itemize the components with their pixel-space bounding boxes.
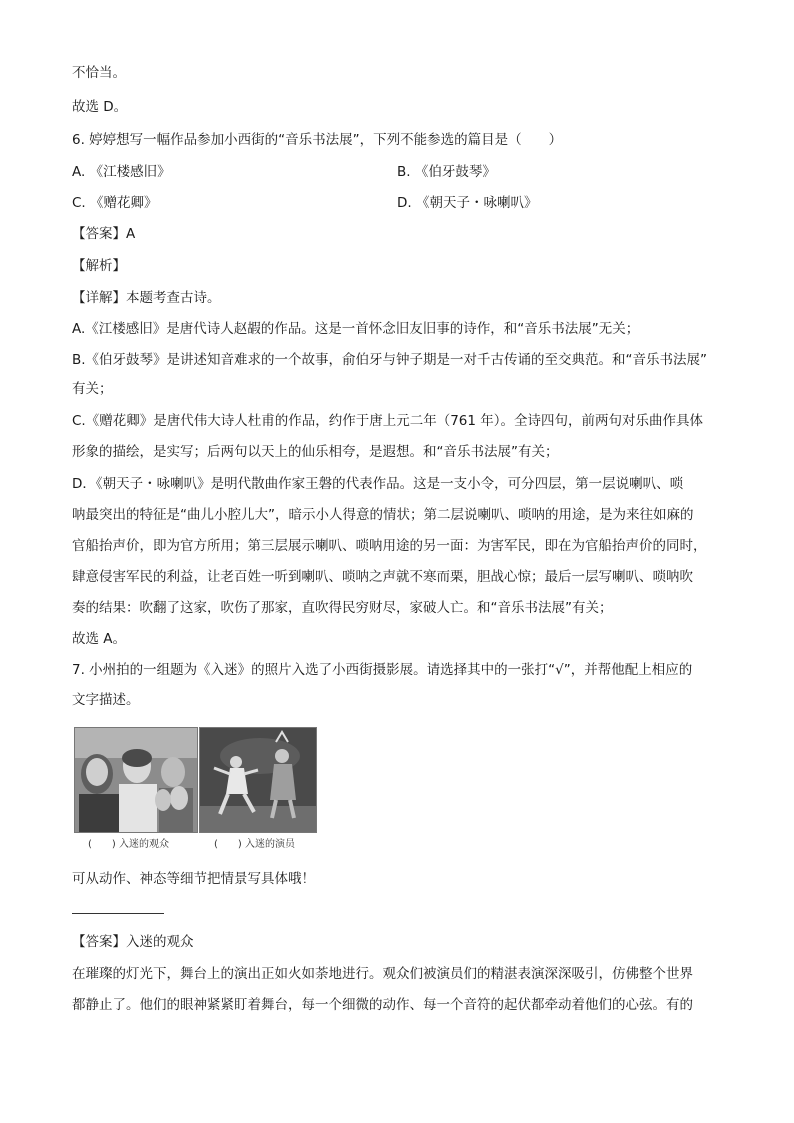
answer-2-line (72, 932, 194, 952)
option-a: A. 《江楼感旧》 (72, 164, 171, 180)
explain-d-3: 官船抬声价，即为官方所用；第三层展示喇叭、唢呐用途的另一面：为害军民，即在为官船抬声价的同时， (72, 538, 707, 554)
caption-performer: ( ) 入迷的演员 (214, 839, 295, 850)
answer-2-value: 入迷的观众 (126, 934, 194, 950)
answer-blank-line (72, 913, 164, 914)
explain-c-1: C.《赠花卿》是唐代伟大诗人杜甫的作品，约作于唐上元二年（761 年）。全诗四句，前两句对乐曲作具体 (72, 413, 704, 429)
detail-line (72, 288, 221, 308)
answer-paragraph-2: 都静止了。他们的眼神紧紧盯着舞台，每一个细微的动作、每一个音符的起伏都牵动着他们的心弦。有的 (72, 997, 693, 1013)
explain-a: A.《江楼感旧》是唐代诗人赵嘏的作品。这是一首怀念旧友旧事的诗作，和“音乐书法展”无关； (72, 321, 640, 337)
answer-2-label: 【答案】 (72, 934, 126, 950)
answer-label: 【答案】 (72, 226, 126, 242)
explain-d-4: 肆意侵害军民的利益，让老百姓一听到喇叭、唢呐之声就不寒而栗，胆战心惊；最后一层写喇叭、唢呐吹 (72, 569, 693, 585)
photo-captions (74, 835, 316, 853)
performer-photo (199, 727, 317, 833)
detail-text: 本题考查古诗。 (126, 290, 221, 306)
analysis-label: 【解析】 (72, 258, 126, 274)
question-7-line-1: 7. 小州拍的一组题为《入迷》的照片入选了小西街摄影展。请选择其中的一张打“√”，并帮他配上相应的 (72, 662, 693, 678)
hint-text: 可从动作、神态等细节把情景写具体哦！ (72, 871, 315, 887)
text-line: 不恰当。 (72, 65, 126, 81)
answer-value: A (126, 226, 136, 242)
option-c: C. 《赠花卿》 (72, 195, 158, 211)
caption-audience: ( ) 入迷的观众 (88, 839, 169, 850)
text-line: 故选 D。 (72, 99, 128, 115)
option-d: D. 《朝天子・咏喇叭》 (397, 195, 538, 211)
detail-label: 【详解】 (72, 290, 126, 306)
answer-paragraph-1: 在璀璨的灯光下，舞台上的演出正如火如荼地进行。观众们被演员们的精湛表演深深吸引，仿佛整个世界 (72, 966, 693, 982)
photo-group (74, 727, 316, 855)
question-6: 6. 婷婷想写一幅作品参加小西街的“音乐书法展”，下列不能参选的篇目是（ ） (72, 132, 563, 148)
question-7-line-2: 文字描述。 (72, 692, 140, 708)
explain-b-2: 有关； (72, 381, 113, 397)
answer-line (72, 224, 135, 244)
explain-d-1: D．《朝天子・咏喇叭》是明代散曲作家王磐的代表作品。这是一支小令，可分四层，第一层说喇叭、唢 (72, 476, 684, 492)
explain-b-1: B.《伯牙鼓琴》是讲述知音难求的一个故事，俞伯牙与钟子期是一对千古传诵的至交典范。和“音乐书法展” (72, 352, 708, 368)
audience-photo (74, 727, 198, 833)
choose-line: 故选 A。 (72, 631, 127, 647)
option-b: B. 《伯牙鼓琴》 (397, 164, 496, 180)
explain-c-2: 形象的描绘，是实写；后两句以天上的仙乐相夸，是遐想。和“音乐书法展”有关； (72, 444, 559, 460)
explain-d-2: 呐最突出的特征是“曲儿小腔儿大”，暗示小人得意的情状；第二层说喇叭、唢呐的用途，是为来往如麻的 (72, 507, 694, 523)
explain-d-5: 奏的结果：吹翻了这家，吹伤了那家，直吹得民穷财尽，家破人亡。和“音乐书法展”有关； (72, 600, 613, 616)
